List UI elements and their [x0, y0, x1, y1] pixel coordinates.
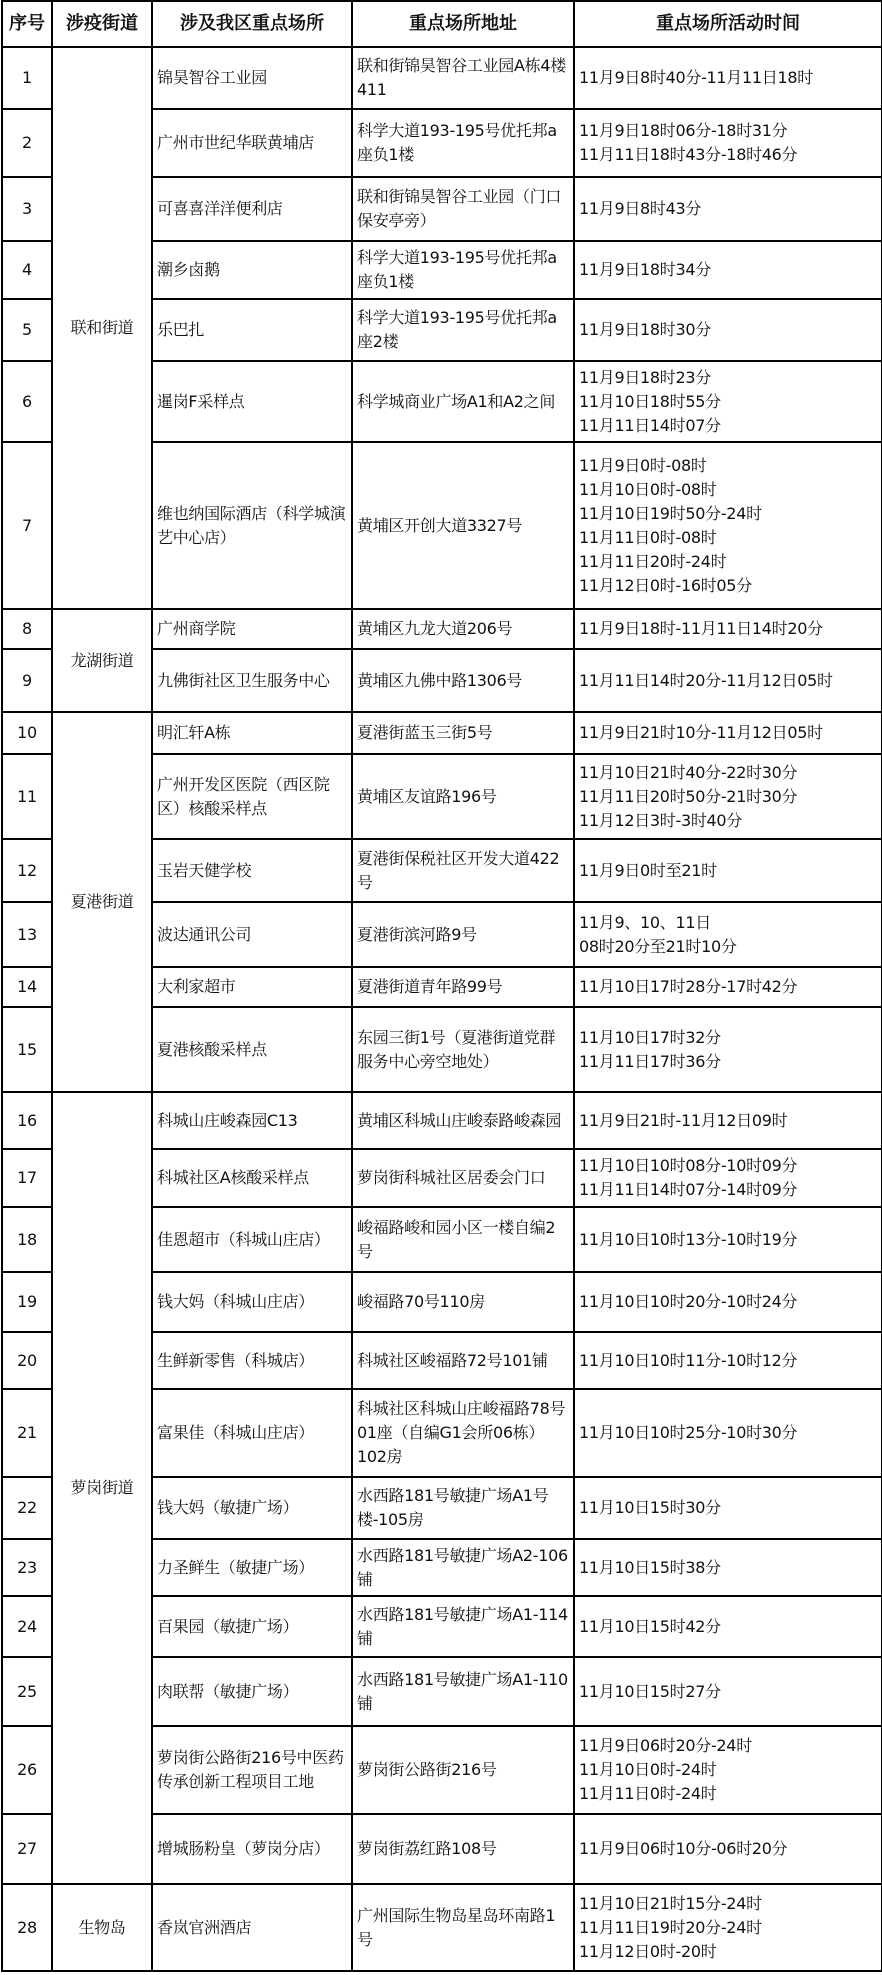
- header-place: 涉及我区重点场所: [152, 1, 352, 47]
- time-line: 11月10日17时28分-17时42分: [579, 977, 798, 996]
- address-cell: 水西路181号敏捷广场A1-110铺: [352, 1657, 574, 1726]
- time-line: 11月11日14时07分: [579, 415, 721, 435]
- time-line: 11月11日14时07分-14时09分: [579, 1180, 798, 1199]
- header-row: [2, 1, 882, 47]
- seq-cell: 10: [2, 712, 52, 754]
- place-cell: 波达通讯公司: [152, 902, 352, 967]
- seq-cell: 21: [2, 1389, 52, 1477]
- time-cell: [574, 442, 882, 609]
- header-address: 重点场所地址: [352, 1, 574, 47]
- time-line: 11月11日18时43分-18时46分: [579, 145, 798, 164]
- time-cell: [574, 712, 882, 754]
- address-cell: 萝岗街科城社区居委会门口: [352, 1149, 574, 1207]
- street-cell: 联和街道: [52, 47, 152, 609]
- seq-cell: 26: [2, 1726, 52, 1814]
- time-cell: [574, 609, 882, 649]
- table-row: [2, 1092, 882, 1149]
- place-cell: 潮乡卤鹅: [152, 241, 352, 299]
- time-line: 11月9日18时23分: [579, 367, 711, 387]
- address-cell: 萝岗街荔红路108号: [352, 1814, 574, 1884]
- place-cell: 可喜喜洋洋便利店: [152, 177, 352, 241]
- time-cell: [574, 1539, 882, 1596]
- time-line: 11月9日8时40分-11月11日18时: [579, 68, 813, 87]
- place-cell: 肉联帮（敏捷广场）: [152, 1657, 352, 1726]
- place-cell: 广州商学院: [152, 609, 352, 649]
- table-row: [2, 712, 882, 754]
- address-cell: 水西路181号敏捷广场A1-114铺: [352, 1596, 574, 1657]
- place-cell: 锦昊智谷工业园: [152, 47, 352, 109]
- table-body: [2, 47, 882, 1971]
- place-cell: 富果佳（科城山庄店）: [152, 1389, 352, 1477]
- time-cell: [574, 1092, 882, 1149]
- street-cell: 萝岗街道: [52, 1092, 152, 1884]
- time-line: 11月10日19时50分-24时: [579, 503, 762, 523]
- place-cell: 增城肠粉皇（萝岗分店）: [152, 1814, 352, 1884]
- time-line: 11月10日10时25分-10时30分: [579, 1423, 798, 1442]
- place-cell: 钱大妈（科城山庄店）: [152, 1272, 352, 1332]
- street-cell: 夏港街道: [52, 712, 152, 1092]
- time-line: 11月11日20时-24时: [579, 551, 727, 571]
- time-line: 11月9日0时至21时: [579, 860, 717, 880]
- time-cell: [574, 1332, 882, 1389]
- time-cell: [574, 1007, 882, 1092]
- time-line: 11月10日10时08分-10时09分: [579, 1156, 798, 1175]
- address-cell: 夏港街保税社区开发大道422号: [352, 839, 574, 902]
- place-cell: 力圣鲜生（敏捷广场）: [152, 1539, 352, 1596]
- place-cell: 生鲜新零售（科城店）: [152, 1332, 352, 1389]
- time-line: 11月10日10时13分-10时19分: [579, 1229, 798, 1249]
- table-row: [2, 609, 882, 649]
- table-header: [2, 1, 882, 47]
- seq-cell: 20: [2, 1332, 52, 1389]
- seq-cell: 16: [2, 1092, 52, 1149]
- time-line: 11月11日17时36分: [579, 1051, 721, 1071]
- time-cell: [574, 839, 882, 902]
- street-cell: 龙湖街道: [52, 609, 152, 712]
- place-cell: 大利家超市: [152, 967, 352, 1007]
- time-line: 11月12日0时-20时: [579, 1941, 717, 1961]
- time-line: 11月9日06时10分-06时20分: [579, 1839, 788, 1858]
- address-cell: 萝岗街公路街216号: [352, 1726, 574, 1814]
- time-line: 11月10日0时-08时: [579, 479, 717, 499]
- place-cell: 乐巴扎: [152, 299, 352, 361]
- time-line: 11月11日20时50分-21时30分: [579, 786, 798, 806]
- risk-locations-table: [1, 0, 882, 1972]
- place-cell: 科城社区A核酸采样点: [152, 1149, 352, 1207]
- time-line: 11月9日18时06分-18时31分: [579, 121, 788, 140]
- seq-cell: 7: [2, 442, 52, 609]
- time-line: 11月12日0时-16时05分: [579, 575, 752, 595]
- address-cell: 夏港街滨河路9号: [352, 902, 574, 967]
- address-cell: 广州国际生物岛星岛环南路1号: [352, 1884, 574, 1971]
- seq-cell: 4: [2, 241, 52, 299]
- time-cell: [574, 967, 882, 1007]
- time-line: 11月11日0时-24时: [579, 1784, 717, 1803]
- address-cell: 科城社区科城山庄峻福路78号01座（自编G1会所06栋）102房: [352, 1389, 574, 1477]
- seq-cell: 8: [2, 609, 52, 649]
- seq-cell: 1: [2, 47, 52, 109]
- seq-cell: 18: [2, 1207, 52, 1272]
- time-cell: [574, 299, 882, 361]
- time-cell: [574, 754, 882, 839]
- time-cell: [574, 902, 882, 967]
- place-cell: 夏港核酸采样点: [152, 1007, 352, 1092]
- place-cell: 九佛街社区卫生服务中心: [152, 649, 352, 712]
- street-cell: 生物岛: [52, 1884, 152, 1971]
- time-cell: [574, 1389, 882, 1477]
- seq-cell: 12: [2, 839, 52, 902]
- time-cell: [574, 1207, 882, 1272]
- address-cell: 夏港街道青年路99号: [352, 967, 574, 1007]
- place-cell: 广州开发区医院（西区院区）核酸采样点: [152, 754, 352, 839]
- time-cell: [574, 1726, 882, 1814]
- place-cell: 广州市世纪华联黄埔店: [152, 109, 352, 177]
- address-cell: 黄埔区九佛中路1306号: [352, 649, 574, 712]
- time-cell: [574, 47, 882, 109]
- time-line: 08时20分至21时10分: [579, 936, 737, 956]
- place-cell: 佳恩超市（科城山庄店）: [152, 1207, 352, 1272]
- time-cell: [574, 241, 882, 299]
- time-line: 11月10日15时30分: [579, 1498, 721, 1517]
- time-cell: [574, 649, 882, 712]
- time-cell: [574, 1477, 882, 1539]
- address-cell: 科学城商业广场A1和A2之间: [352, 361, 574, 442]
- address-cell: 峻福路峻和园小区一楼自编2号: [352, 1207, 574, 1272]
- place-cell: 科城山庄峻森园C13: [152, 1092, 352, 1149]
- time-line: 11月10日15时27分: [579, 1681, 721, 1701]
- seq-cell: 5: [2, 299, 52, 361]
- time-cell: [574, 109, 882, 177]
- time-line: 11月11日0时-08时: [579, 527, 717, 547]
- time-line: 11月10日21时40分-22时30分: [579, 762, 798, 782]
- seq-cell: 6: [2, 361, 52, 442]
- time-line: 11月9、10、11日: [579, 912, 711, 932]
- time-line: 11月9日06时20分-24时: [579, 1736, 752, 1755]
- seq-cell: 3: [2, 177, 52, 241]
- seq-cell: 27: [2, 1814, 52, 1884]
- time-line: 11月9日18时-11月11日14时20分: [579, 619, 823, 638]
- time-line: 11月10日17时32分: [579, 1027, 721, 1047]
- header-street: 涉疫街道: [52, 1, 152, 47]
- seq-cell: 11: [2, 754, 52, 839]
- time-cell: [574, 177, 882, 241]
- address-cell: 黄埔区九龙大道206号: [352, 609, 574, 649]
- seq-cell: 9: [2, 649, 52, 712]
- time-line: 11月10日10时11分-10时12分: [579, 1350, 798, 1370]
- address-cell: 夏港街蓝玉三街5号: [352, 712, 574, 754]
- seq-cell: 2: [2, 109, 52, 177]
- time-line: 11月12日3时-3时40分: [579, 810, 743, 830]
- seq-cell: 17: [2, 1149, 52, 1207]
- time-line: 11月9日18时30分: [579, 320, 711, 339]
- time-cell: [574, 1596, 882, 1657]
- address-cell: 东园三街1号（夏港街道党群服务中心旁空地处）: [352, 1007, 574, 1092]
- place-cell: 明汇轩A栋: [152, 712, 352, 754]
- address-cell: 科学大道193-195号优托邦a座2楼: [352, 299, 574, 361]
- time-line: 11月9日0时-08时: [579, 455, 707, 475]
- seq-cell: 28: [2, 1884, 52, 1971]
- time-line: 11月9日21时-11月12日09时: [579, 1110, 788, 1130]
- address-cell: 科学大道193-195号优托邦a座负1楼: [352, 241, 574, 299]
- place-cell: 钱大妈（敏捷广场）: [152, 1477, 352, 1539]
- table-row: [2, 47, 882, 109]
- time-line: 11月11日19时20分-24时: [579, 1917, 762, 1937]
- time-line: 11月10日18时55分: [579, 391, 721, 411]
- address-cell: 黄埔区开创大道3327号: [352, 442, 574, 609]
- address-cell: 峻福路70号110房: [352, 1272, 574, 1332]
- time-cell: [574, 1884, 882, 1971]
- header-seq: 序号: [2, 1, 52, 47]
- table-row: [2, 1884, 882, 1971]
- address-cell: 联和街锦昊智谷工业园（门口保安亭旁）: [352, 177, 574, 241]
- seq-cell: 14: [2, 967, 52, 1007]
- seq-cell: 22: [2, 1477, 52, 1539]
- address-cell: 科学大道193-195号优托邦a座负1楼: [352, 109, 574, 177]
- time-cell: [574, 361, 882, 442]
- time-line: 11月10日15时38分: [579, 1557, 721, 1577]
- address-cell: 水西路181号敏捷广场A2-106铺: [352, 1539, 574, 1596]
- time-cell: [574, 1814, 882, 1884]
- time-line: 11月10日21时15分-24时: [579, 1893, 762, 1913]
- time-line: 11月10日0时-24时: [579, 1760, 717, 1779]
- seq-cell: 25: [2, 1657, 52, 1726]
- time-line: 11月9日21时10分-11月12日05时: [579, 723, 823, 742]
- seq-cell: 13: [2, 902, 52, 967]
- place-cell: 萝岗街公路街216号中医药传承创新工程项目工地: [152, 1726, 352, 1814]
- place-cell: 维也纳国际酒店（科学城演艺中心店）: [152, 442, 352, 609]
- header-time: 重点场所活动时间: [574, 1, 882, 47]
- address-cell: 水西路181号敏捷广场A1号楼-105房: [352, 1477, 574, 1539]
- place-cell: 暹岗F采样点: [152, 361, 352, 442]
- time-line: 11月11日14时20分-11月12日05时: [579, 670, 833, 690]
- seq-cell: 24: [2, 1596, 52, 1657]
- time-line: 11月9日8时43分: [579, 199, 702, 218]
- address-cell: 科城社区峻福路72号101铺: [352, 1332, 574, 1389]
- place-cell: 香岚官洲酒店: [152, 1884, 352, 1971]
- time-line: 11月9日18时34分: [579, 260, 711, 279]
- time-cell: [574, 1149, 882, 1207]
- time-cell: [574, 1272, 882, 1332]
- seq-cell: 23: [2, 1539, 52, 1596]
- address-cell: 黄埔区友谊路196号: [352, 754, 574, 839]
- time-line: 11月10日15时42分: [579, 1616, 721, 1636]
- seq-cell: 19: [2, 1272, 52, 1332]
- time-cell: [574, 1657, 882, 1726]
- place-cell: 百果园（敏捷广场）: [152, 1596, 352, 1657]
- address-cell: 联和街锦昊智谷工业园A栋4楼411: [352, 47, 574, 109]
- time-line: 11月10日10时20分-10时24分: [579, 1292, 798, 1311]
- address-cell: 黄埔区科城山庄峻泰路峻森园: [352, 1092, 574, 1149]
- place-cell: 玉岩天健学校: [152, 839, 352, 902]
- seq-cell: 15: [2, 1007, 52, 1092]
